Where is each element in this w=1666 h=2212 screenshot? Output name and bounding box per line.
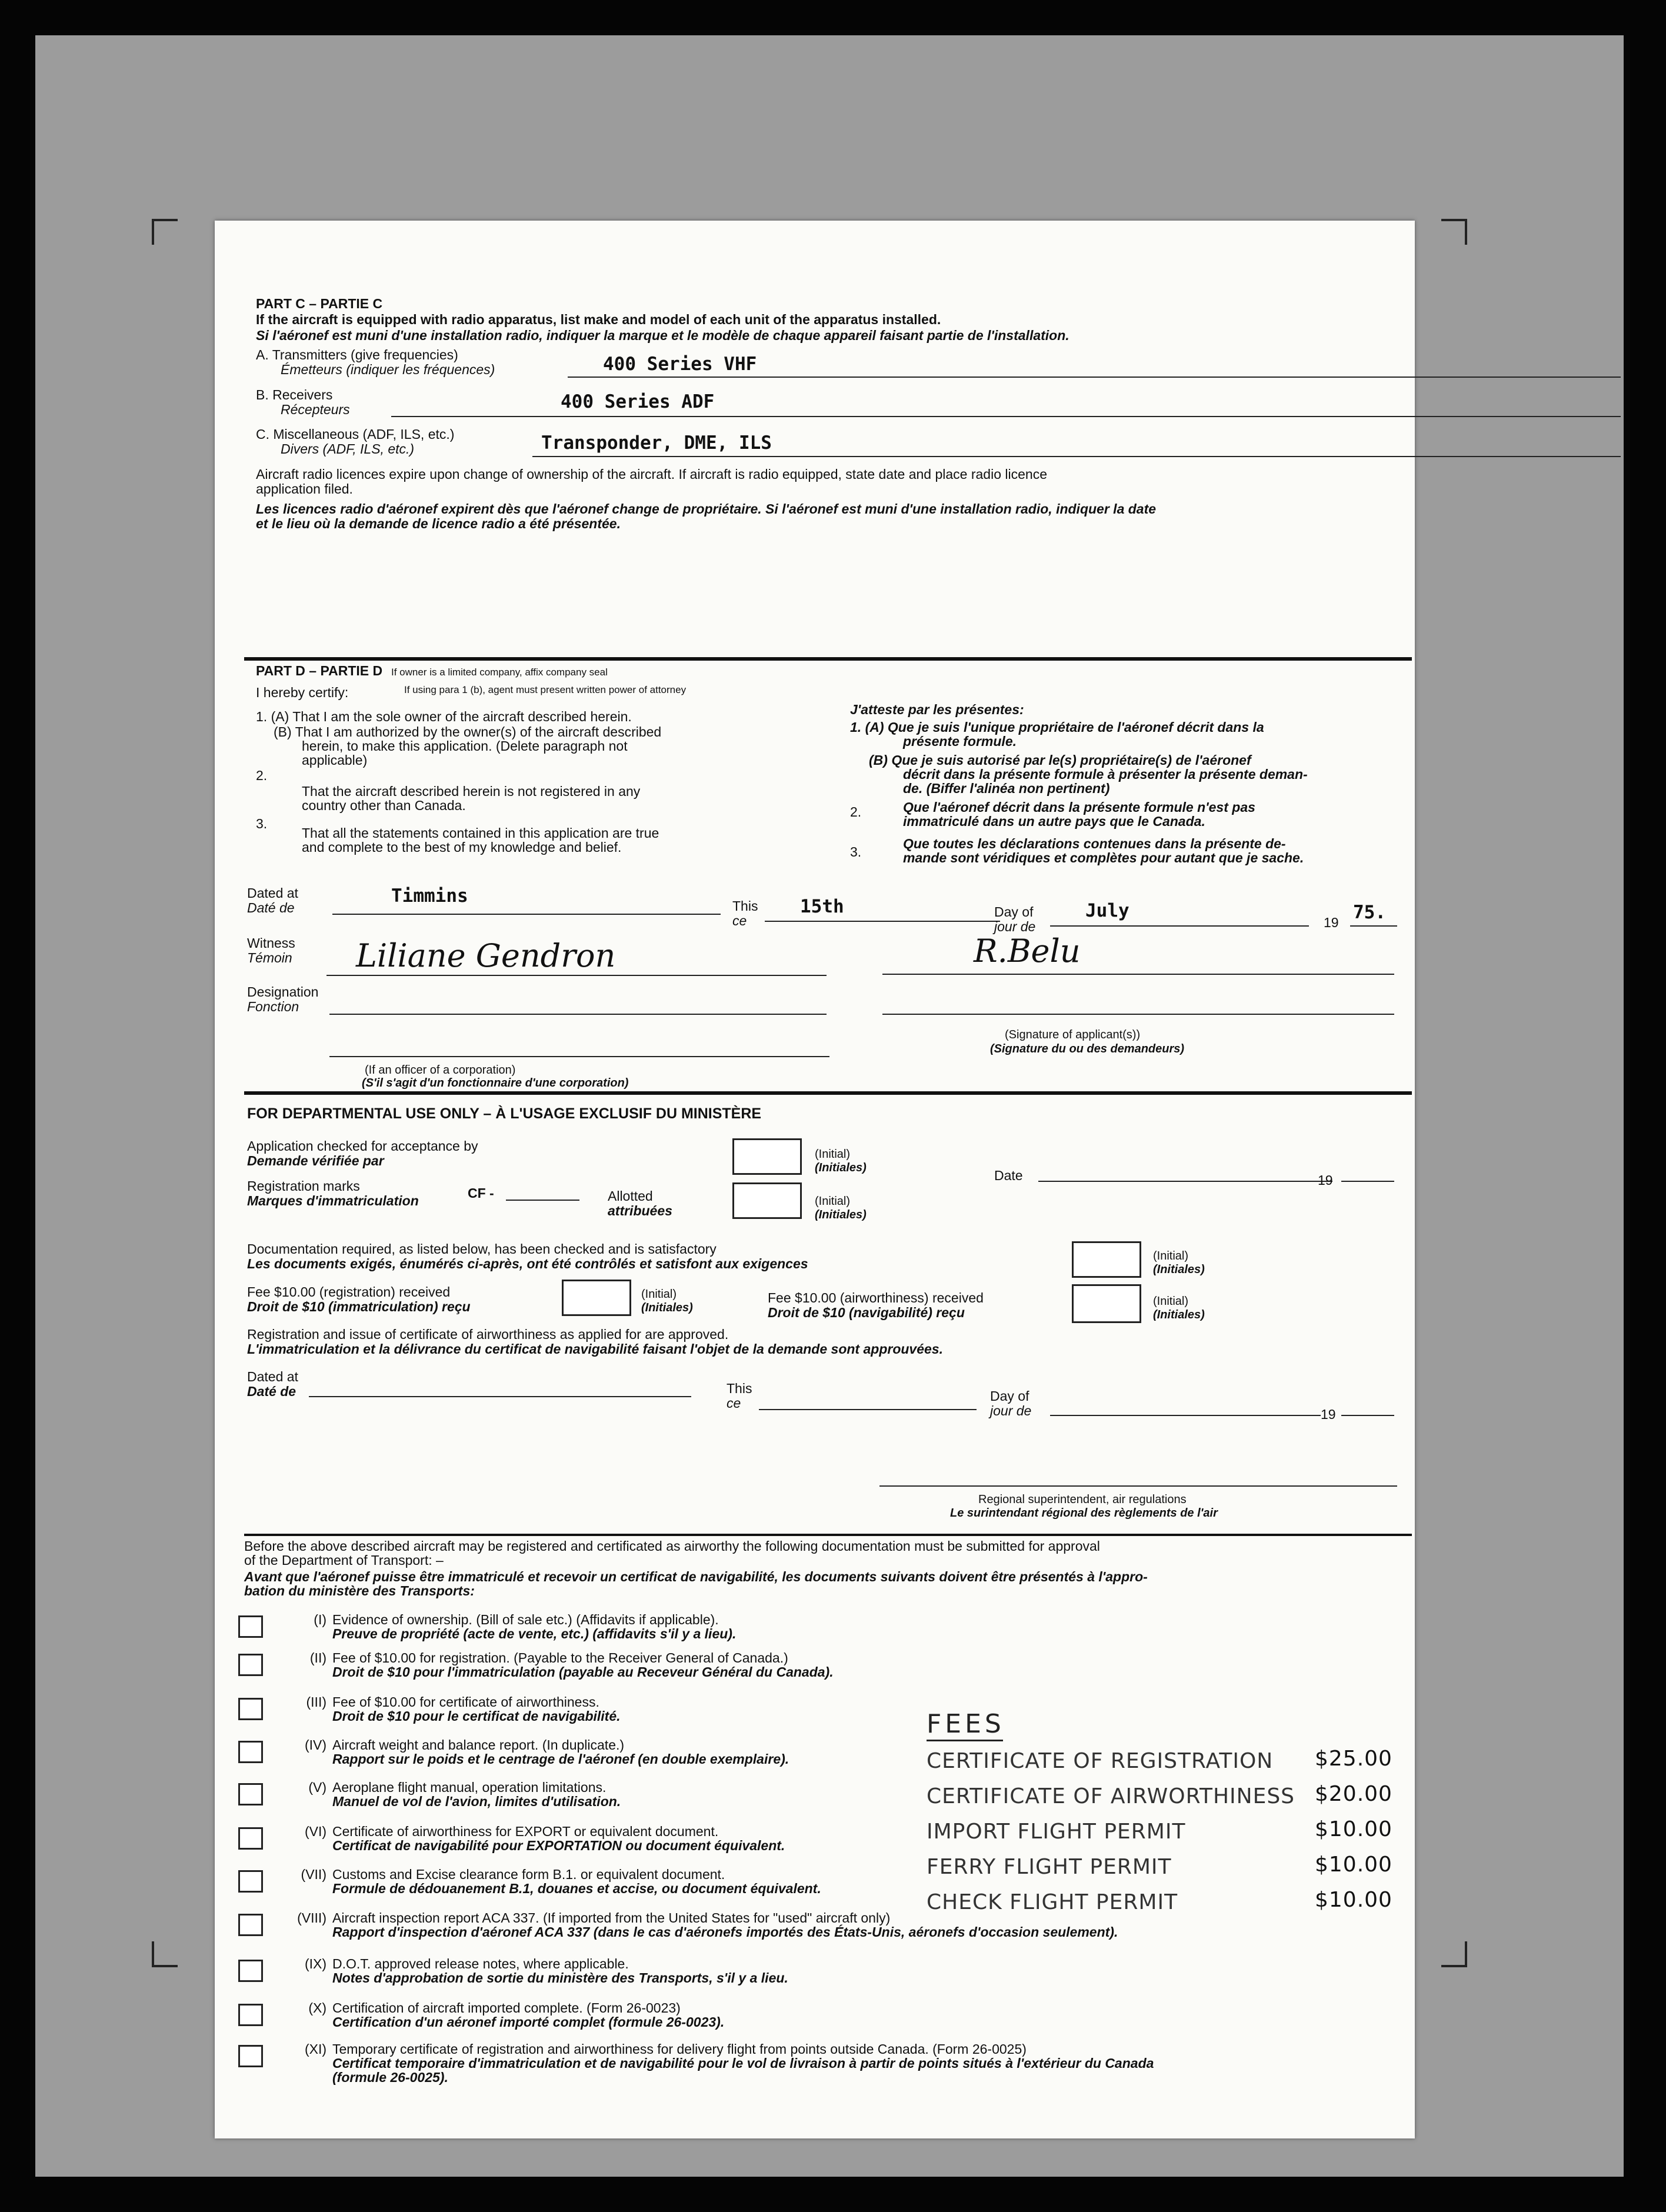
month-line [1050, 925, 1309, 927]
checklist-item-fr: Certificat de navigabilité pour EXPORTATION ou document équivalent. [332, 1838, 785, 1853]
checklist-item-fr-cont: (formule 26-0025). [332, 2070, 448, 2085]
signature-applicant-en: (Signature of applicant(s)) [1005, 1028, 1141, 1041]
cert-fr-1b-1: (B) Que je suis autorisé par le(s) propriétaire(s) de l'aéronef [869, 752, 1251, 768]
checklist-number: (X) [308, 2000, 326, 2016]
dept-dated-label: Dated at [247, 1369, 298, 1384]
designation-label: Designation [247, 984, 319, 1000]
applicant-signature[interactable]: R.Belu [974, 932, 1081, 970]
receivers-value[interactable]: 400 Series ADF [561, 391, 715, 412]
witness-line [326, 975, 827, 976]
initial-label-fr: (Initiales) [815, 1161, 867, 1174]
transmitters-value[interactable]: 400 Series VHF [603, 354, 757, 375]
checked-label-fr: Demande vérifiée par [247, 1153, 384, 1168]
reg-marks-label: Registration marks [247, 1178, 360, 1194]
dept-this-label: This [727, 1381, 752, 1396]
fee-reg-initial-box[interactable] [562, 1280, 631, 1316]
this-label-fr: ce [732, 913, 747, 928]
cert-fr-3-1: Que toutes les déclarations contenues dans la présente de- [903, 836, 1286, 851]
fee-air-initial-box[interactable] [1072, 1284, 1141, 1323]
licence-en-2: application filed. [256, 481, 353, 497]
cert-en-1b-2: herein, to make this application. (Delete paragraph not [302, 738, 628, 754]
part-c-intro-fr: Si l'aéronef est muni d'une installation radio, indiquer la marque et le modèle de chaque appareil faisant partie de l'installation. [256, 328, 1069, 343]
dept-day-label-fr: jour de [990, 1403, 1032, 1418]
section-rule [244, 657, 1412, 661]
checklist-checkbox[interactable] [238, 1654, 263, 1676]
allotted-label-fr: attribuées [608, 1203, 672, 1218]
checklist-item-fr: Notes d'approbation de sortie du ministère des Transports, s'il y a lieu. [332, 1970, 788, 1986]
checklist-checkbox[interactable] [238, 1870, 263, 1893]
officer-line [329, 1056, 829, 1057]
checklist-item-en: Fee of $10.00 for registration. (Payable to the Receiver General of Canada.) [332, 1650, 788, 1665]
fees-title: FEES [927, 1709, 1005, 1739]
checklist-checkbox[interactable] [238, 1741, 263, 1763]
fee-air-label: Fee $10.00 (airworthiness) received [768, 1290, 984, 1305]
checklist-checkbox[interactable] [238, 1914, 263, 1936]
cert-en-1b-3: applicable) [302, 752, 368, 768]
approve-en: Registration and issue of certificate of airworthiness as applied for are approved. [247, 1327, 729, 1342]
receivers-line [391, 416, 1621, 417]
initial-label: (Initial) [1153, 1250, 1189, 1262]
crop-mark [152, 1941, 178, 1967]
reg-marks-line[interactable] [506, 1200, 579, 1201]
dept-title: FOR DEPARTMENTAL USE ONLY – À L'USAGE EXCLUSIF DU MINISTÈRE [247, 1105, 762, 1122]
fees-underline [927, 1740, 1003, 1741]
checklist-item-fr: Certificat temporaire d'immatriculation et de navigabilité pour le vol de livraison à partir de points situés à l'extérieur du Canada [332, 2056, 1154, 2071]
misc-label: C. Miscellaneous (ADF, ILS, etc.) [256, 427, 455, 442]
dept-day-label: Day of [990, 1388, 1029, 1404]
checklist-checkbox[interactable] [238, 1698, 263, 1720]
checklist-item-fr: Manuel de vol de l'avion, limites d'utilisation. [332, 1794, 621, 1809]
docs-checked-en: Documentation required, as listed below, has been checked and is satisfactory [247, 1241, 717, 1257]
checklist-number: (VI) [304, 1824, 326, 1839]
checklist-item-en: Customs and Excise clearance form B.1. or equivalent document. [332, 1867, 725, 1882]
initial-label-fr: (Initiales) [641, 1301, 693, 1314]
cert-fr-2-num: 2. [850, 804, 862, 819]
year-line [1350, 925, 1397, 927]
checklist-checkbox[interactable] [238, 1827, 263, 1850]
designation-line [329, 1014, 827, 1015]
cert-fr-2-2: immatriculé dans un autre pays que le Canada. [903, 814, 1205, 829]
checklist-item-en: D.O.T. approved release notes, where applicable. [332, 1956, 629, 1971]
designation-label-fr: Fonction [247, 999, 299, 1014]
initial-label: (Initial) [815, 1195, 851, 1208]
receivers-label: B. Receivers [256, 387, 333, 402]
fee-reg-label-fr: Droit de $10 (immatriculation) reçu [247, 1299, 471, 1314]
fee-item-amount: $25.00 [1315, 1747, 1392, 1771]
officer-note-fr: (S'il s'agit d'un fonctionnaire d'une corporation) [362, 1077, 629, 1090]
date-year-prefix: 19 [1318, 1172, 1333, 1188]
date-label: Date [994, 1168, 1023, 1183]
dated-at-value[interactable]: Timmins [391, 885, 468, 907]
dept-year-prefix: 19 [1321, 1407, 1336, 1422]
cert-en-3-1: That all the statements contained in this application are true [302, 825, 659, 841]
approve-fr: L'immatriculation et la délivrance du certificat de navigabilité faisant l'objet de la demande sont approuvées. [247, 1341, 943, 1357]
dated-at-line [332, 914, 721, 915]
cert-fr-2-1: Que l'aéronef décrit dans la présente formule n'est pas [903, 799, 1255, 815]
fee-air-label-fr: Droit de $10 (navigabilité) reçu [768, 1305, 965, 1320]
misc-value[interactable]: Transponder, DME, ILS [541, 432, 772, 454]
dated-at-label: Dated at [247, 885, 298, 901]
dept-dated-label-fr: Daté de [247, 1384, 296, 1399]
checklist-number: (XI) [304, 2041, 326, 2057]
crop-mark [152, 219, 178, 245]
cert-fr-1a-1: 1. (A) Que je suis l'unique propriétaire de l'aéronef décrit dans la [850, 719, 1264, 735]
part-c-intro-en: If the aircraft is equipped with radio apparatus, list make and model of each unit of the apparatus installed. [256, 312, 941, 327]
before-en-2: of the Department of Transport: – [244, 1553, 444, 1568]
cert-en-2-num: 2. [256, 768, 268, 783]
checklist-number: (I) [314, 1612, 326, 1627]
witness-signature[interactable]: Liliane Gendron [356, 937, 616, 974]
checklist-checkbox[interactable] [238, 2045, 263, 2067]
fee-item-label: FERRY FLIGHT PERMIT [927, 1855, 1172, 1879]
cert-en-2-2: country other than Canada. [302, 798, 466, 813]
checklist-item-fr: Droit de $10 pour le certificat de navigabilité. [332, 1708, 621, 1724]
checklist-item-fr: Certification d'un aéronef importé complet (formule 26-0023). [332, 2014, 725, 2030]
licence-fr-1: Les licences radio d'aéronef expirent dès que l'aéronef change de propriétaire. Si l'aéronef est muni d'une installation radio, indiquer la date [256, 501, 1157, 517]
month-value[interactable]: July [1085, 900, 1129, 921]
checklist-item-en: Evidence of ownership. (Bill of sale etc.) (Affidavits if applicable). [332, 1612, 719, 1627]
dept-this-line[interactable] [759, 1409, 977, 1410]
fee-item-amount: $10.00 [1315, 1888, 1392, 1912]
reg-marks-label-fr: Marques d'immatriculation [247, 1193, 419, 1208]
certify-en: I hereby certify: [256, 685, 349, 700]
part-d-title: PART D – PARTIE D [256, 663, 383, 678]
initial-label-fr: (Initiales) [815, 1208, 867, 1221]
checklist-item-en: Fee of $10.00 for certificate of airworthiness. [332, 1694, 599, 1710]
this-day-value[interactable]: 15th [800, 896, 844, 917]
checklist-number: (VIII) [297, 1910, 326, 1925]
dated-at-label-fr: Daté de [247, 900, 295, 915]
initial-label-fr: (Initiales) [1153, 1263, 1205, 1276]
section-rule [244, 1534, 1412, 1536]
checklist-item-fr: Preuve de propriété (acte de vente, etc.) (affidavits s'il y a lieu). [332, 1626, 737, 1641]
dept-dated-line[interactable] [309, 1396, 691, 1397]
checklist-checkbox[interactable] [238, 1783, 263, 1805]
crop-mark [1441, 1941, 1467, 1967]
checklist-number: (IX) [304, 1956, 326, 1971]
cert-fr-1b-3: de. (Biffer l'alinéa non pertinent) [903, 781, 1110, 796]
checklist-item-fr: Droit de $10 pour l'immatriculation (payable au Receveur Général du Canada). [332, 1664, 834, 1680]
receivers-label-fr: Récepteurs [281, 402, 350, 417]
applicant-signature-line [882, 974, 1394, 975]
before-fr-1: Avant que l'aéronef puisse être immatriculé et recevoir un certificat de navigabilité, les documents suivants doivent être présentés à l'appro- [244, 1569, 1148, 1584]
officer-note-en: (If an officer of a corporation) [365, 1064, 516, 1077]
checklist-number: (II) [309, 1650, 326, 1665]
fee-item-amount: $10.00 [1315, 1853, 1392, 1877]
superintendent-en: Regional superintendent, air regulations [978, 1493, 1187, 1506]
signature-applicant-fr: (Signature du ou des demandeurs) [990, 1042, 1185, 1055]
transmitters-label-fr: Émetteurs (indiquer les fréquences) [281, 362, 495, 377]
cert-en-3-num: 3. [256, 816, 268, 831]
cert-fr-3-num: 3. [850, 844, 862, 860]
cert-fr-1b-2: décrit dans la présente formule à présenter la présente deman- [903, 767, 1308, 782]
year-prefix: 19 [1324, 915, 1339, 930]
docs-checked-fr: Les documents exigés, énumérés ci-après, ont été contrôlés et satisfont aux exigences [247, 1256, 808, 1271]
misc-label-fr: Divers (ADF, ILS, etc.) [281, 441, 415, 457]
dept-day-line[interactable] [1050, 1415, 1321, 1416]
date-line [1038, 1181, 1332, 1182]
cert-en-1b-1: (B) That I am authorized by the owner(s) of the aircraft described [274, 724, 662, 739]
transmitters-line [568, 377, 1621, 378]
initial-label-fr: (Initiales) [1153, 1308, 1205, 1321]
initial-label: (Initial) [641, 1288, 677, 1301]
checklist-item-en: Aircraft inspection report ACA 337. (If imported from the United States for "used" aircraft only) [332, 1910, 891, 1925]
form-sheet [215, 221, 1415, 2138]
checklist-item-en: Certificate of airworthiness for EXPORT or equivalent document. [332, 1824, 719, 1839]
checklist-checkbox[interactable] [238, 1615, 263, 1638]
this-label: This [732, 898, 758, 914]
cf-prefix: CF - [468, 1185, 494, 1201]
fee-item-amount: $10.00 [1315, 1817, 1392, 1841]
date-year-line [1341, 1181, 1394, 1182]
checked-initial-box[interactable] [732, 1138, 802, 1175]
checked-label: Application checked for acceptance by [247, 1138, 478, 1154]
crop-mark [1441, 219, 1467, 245]
fee-reg-label: Fee $10.00 (registration) received [247, 1284, 451, 1300]
before-en-1: Before the above described aircraft may be registered and certificated as airworthy the following documentation must be submitted for approval [244, 1538, 1100, 1554]
company-seal-note: If owner is a limited company, affix company seal [391, 667, 608, 678]
checklist-number: (III) [306, 1694, 326, 1710]
this-day-line [765, 921, 1000, 922]
before-fr-2: bation du ministère des Transports: [244, 1583, 475, 1598]
initial-label: (Initial) [1153, 1295, 1189, 1308]
checklist-item-fr: Formule de dédouanement B.1, douanes et accise, ou document équivalent. [332, 1881, 821, 1896]
witness-label: Witness [247, 935, 295, 951]
misc-line [532, 456, 1621, 457]
certify-fr: J'atteste par les présentes: [850, 702, 1024, 717]
cert-fr-3-2: mande sont véridiques et complètes pour autant que je sache. [903, 850, 1304, 865]
reg-marks-initial-box[interactable] [732, 1182, 802, 1219]
checklist-number: (VII) [301, 1867, 326, 1882]
cert-en-2-1: That the aircraft described herein is not registered in any [302, 784, 641, 799]
cert-fr-1a-2: présente formule. [903, 734, 1017, 749]
checklist-checkbox[interactable] [238, 2004, 263, 2026]
day-of-label-fr: jour de [994, 919, 1036, 934]
initial-label: (Initial) [815, 1148, 851, 1161]
cert-en-3-2: and complete to the best of my knowledge and belief. [302, 840, 622, 855]
licence-en-1: Aircraft radio licences expire upon change of ownership of the aircraft. If aircraft is radio equipped, state date and place radio licence [256, 467, 1047, 482]
checklist-number: (V) [308, 1780, 326, 1795]
superintendent-fr: Le surintendant régional des règlements de l'air [950, 1507, 1218, 1520]
transmitters-label: A. Transmitters (give frequencies) [256, 347, 458, 362]
cert-en-1a: 1. (A) That I am the sole owner of the aircraft described herein. [256, 709, 632, 724]
fee-item-label: IMPORT FLIGHT PERMIT [927, 1820, 1186, 1844]
checklist-item-en: Temporary certificate of registration and airworthiness for delivery flight from points outside Canada. (Form 26-0025) [332, 2041, 1027, 2057]
part-c-title: PART C – PARTIE C [256, 296, 383, 311]
docs-initial-box[interactable] [1072, 1241, 1141, 1278]
licence-fr-2: et le lieu où la demande de licence radio a été présentée. [256, 516, 621, 531]
year-value[interactable]: 75. [1353, 902, 1386, 923]
dept-year-line[interactable] [1341, 1415, 1394, 1416]
dept-this-label-fr: ce [727, 1395, 741, 1411]
checklist-item-en: Aircraft weight and balance report. (In duplicate.) [332, 1737, 625, 1753]
section-rule [244, 1091, 1412, 1095]
checklist-item-en: Certification of aircraft imported complete. (Form 26-0023) [332, 2000, 681, 2016]
day-of-label: Day of [994, 904, 1034, 920]
checklist-checkbox[interactable] [238, 1960, 263, 1982]
fee-item-amount: $20.00 [1315, 1782, 1392, 1806]
checklist-item-fr: Rapport d'inspection d'aéronef ACA 337 (dans le cas d'aéronefs importés des États-Unis, aéronefs d'occasion seulement). [332, 1924, 1118, 1940]
fee-item-label: CERTIFICATE OF REGISTRATION [927, 1749, 1274, 1773]
checklist-item-en: Aeroplane flight manual, operation limitations. [332, 1780, 607, 1795]
checklist-item-fr: Rapport sur le poids et le centrage de l'aéronef (en double exemplaire). [332, 1751, 789, 1767]
fee-item-label: CERTIFICATE OF AIRWORTHINESS [927, 1784, 1295, 1808]
applicant-signature-line-2 [882, 1014, 1394, 1015]
witness-label-fr: Témoin [247, 950, 292, 965]
superintendent-line[interactable] [879, 1485, 1397, 1487]
checklist-number: (IV) [304, 1737, 326, 1753]
power-of-attorney-note: If using para 1 (b), agent must present written power of attorney [404, 684, 687, 695]
fee-item-label: CHECK FLIGHT PERMIT [927, 1890, 1178, 1914]
allotted-label: Allotted [608, 1188, 653, 1204]
